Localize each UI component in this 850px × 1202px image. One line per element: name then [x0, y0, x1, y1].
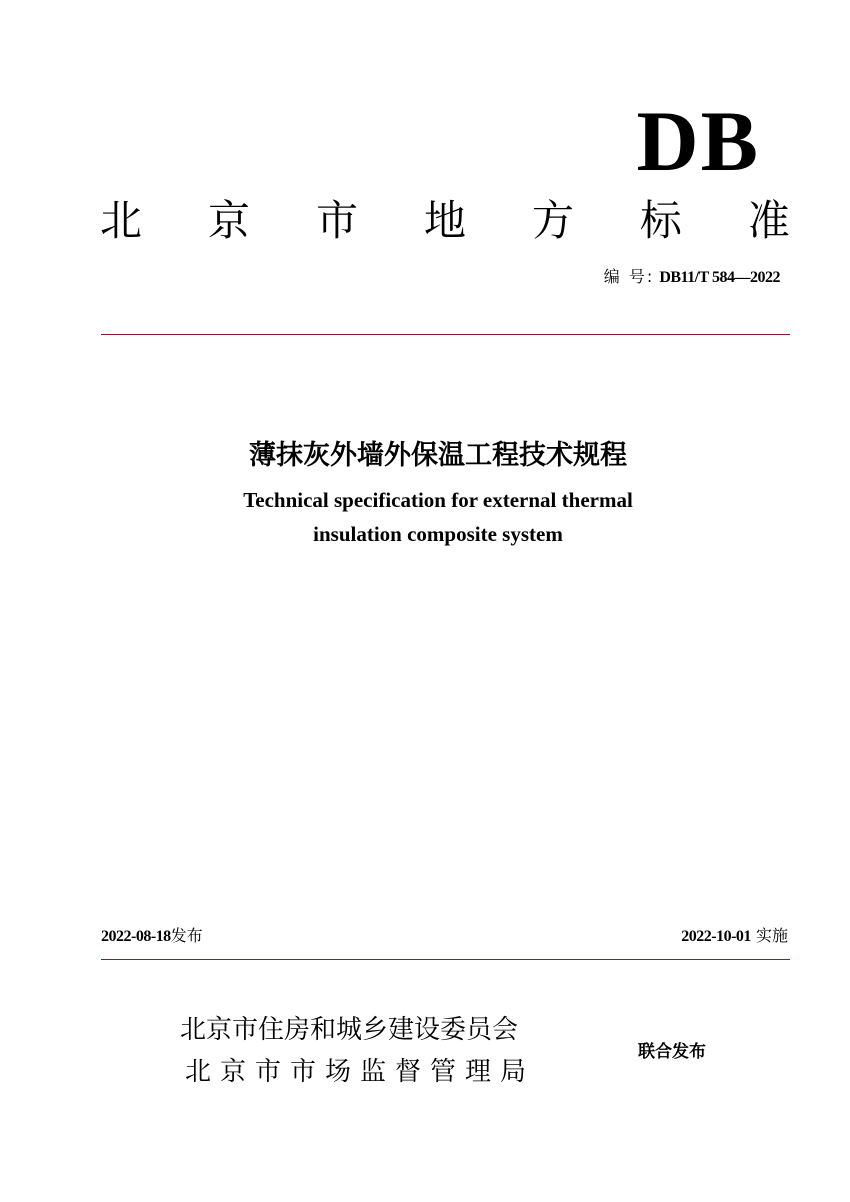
- title-char: 京: [207, 196, 250, 245]
- release-date: [101, 926, 203, 946]
- document-title-chinese: 薄抹灰外墙外保温工程技术规程: [249, 440, 627, 471]
- standard-category-title: [100, 198, 790, 244]
- title-char: 地: [423, 196, 466, 245]
- standard-number-label: 编 号:: [603, 267, 655, 286]
- effective-date-word: 实施: [755, 926, 788, 945]
- standard-number-value: DB11/T 584—2022: [659, 269, 780, 286]
- release-date-word: 发布: [170, 926, 203, 945]
- title-char: 标: [639, 196, 682, 245]
- title-char: 市: [315, 196, 358, 245]
- bottom-divider: [101, 959, 790, 960]
- top-divider: [101, 334, 790, 335]
- release-date-value: 2022-08-18: [101, 928, 171, 945]
- db-logo: DB: [636, 93, 760, 189]
- standard-number: [604, 267, 780, 287]
- title-char: 准: [747, 196, 790, 245]
- document-title-english-line-2: insulation composite system: [313, 522, 563, 546]
- title-char: 方: [531, 196, 574, 245]
- effective-date: [681, 926, 788, 946]
- issuer-market-supervision: 北京市市场监督管理局: [185, 1057, 536, 1087]
- issuer-housing-commission: 北京市住房和城乡建设委员会: [180, 1015, 519, 1045]
- title-char: 北: [100, 196, 143, 245]
- joint-release-label: 联合发布: [638, 1042, 706, 1062]
- effective-date-value: 2022-10-01: [681, 928, 751, 945]
- document-title-english-line-1: Technical specification for external thermal: [243, 488, 633, 512]
